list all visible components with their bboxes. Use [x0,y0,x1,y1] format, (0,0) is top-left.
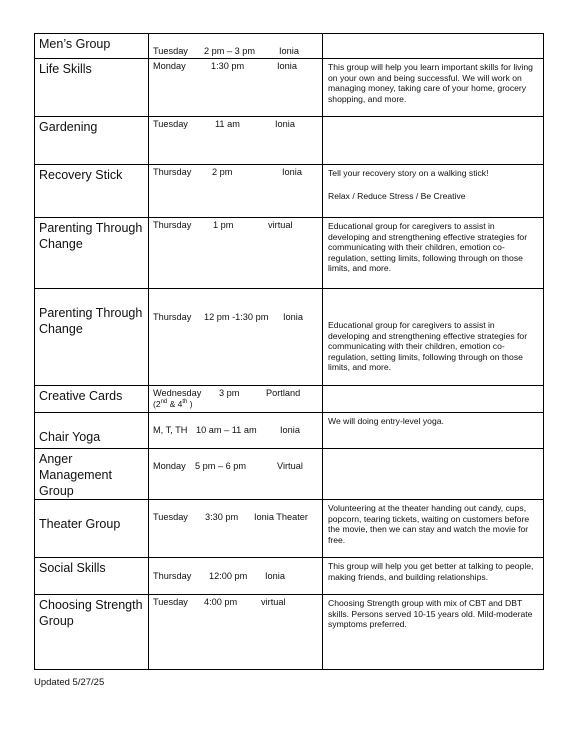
group-description-tagline: Relax / Reduce Stress / Be Creative [328,190,466,201]
group-description: This group will help you learn important skills for living on your own and being successful. We will work on managing money, taking care of your home, grocery shopping, and more. [328,62,533,104]
meeting-time: 5 pm – 6 pm [195,461,247,471]
description-cell [323,289,544,386]
description-cell [323,595,544,670]
updated-date: Updated 5/27/25 [34,677,105,688]
group-name-cell [35,595,149,670]
meeting-location: Ionia [282,167,302,177]
meeting-day: Monday [153,461,186,471]
table-row [35,386,544,413]
schedule-cell [149,500,323,558]
meeting-time: 1:30 pm [211,61,245,71]
meeting-day: Tuesday [153,512,188,522]
table-row [35,117,544,165]
meeting-location: Ionia [277,61,297,71]
table-row [35,449,544,500]
group-name-cell [35,218,149,289]
group-name: Social Skills [39,561,106,575]
group-description: Volunteering at the theater handing out candy, cups, popcorn, tearing tickets, waiting on customers before the movie, then we can stay and watch the movie for free. [328,503,530,545]
group-name-cell [35,558,149,595]
meeting-location: Ionia [280,425,300,435]
meeting-time: 3 pm [219,388,240,398]
group-name: Recovery Stick [39,168,123,182]
meeting-time: 1 pm [213,220,234,230]
group-name: Choosing Strength Group [39,598,143,628]
group-description: We will doing entry-level yoga. [328,416,444,426]
table-row [35,34,544,59]
description-cell [323,558,544,595]
schedule-cell [149,289,323,386]
meeting-time: 2 pm [212,167,233,177]
meeting-time: 3:30 pm [205,512,239,522]
group-name-cell [35,289,149,386]
group-name-cell [35,117,149,165]
meeting-location: Ionia Theater [254,512,308,522]
group-description: Tell your recovery story on a walking stick! [328,168,489,178]
description-cell [323,386,544,413]
meeting-location: virtual [268,220,293,230]
group-name-cell [35,59,149,117]
description-cell [323,500,544,558]
meeting-day: Tuesday [153,119,188,129]
meeting-location: Ionia [265,571,285,581]
meeting-location: Ionia [275,119,295,129]
group-name: Parenting Through Change [39,306,143,336]
description-cell [323,449,544,500]
schedule-cell [149,449,323,500]
meeting-location: virtual [261,597,286,607]
table-row [35,413,544,449]
description-cell [323,59,544,117]
description-cell [323,218,544,289]
meeting-time: 4:00 pm [204,597,238,607]
meeting-location: Ionia [279,46,299,56]
meeting-day: Wednesday [153,388,202,398]
description-cell [323,165,544,218]
meeting-time: 11 am [215,119,240,129]
table-row [35,165,544,218]
schedule-cell [149,413,323,449]
group-name: Creative Cards [39,389,123,403]
meeting-location: Ionia [283,312,303,322]
meeting-time: 2 pm – 3 pm [204,46,256,56]
schedule-cell [149,117,323,165]
meeting-day: Thursday [153,571,192,581]
group-name: Men’s Group [39,37,111,51]
group-name-cell [35,500,149,558]
group-name-cell [35,413,149,449]
group-name: Gardening [39,120,98,134]
meeting-day: Tuesday [153,597,188,607]
meeting-time: 12:00 pm [209,571,248,581]
table-row [35,558,544,595]
meeting-day: M, T, TH [153,425,188,435]
schedule-cell [149,386,323,413]
group-description: This group will help you get better at talking to people, making friends, and building relationships. [328,561,534,582]
table-row [35,59,544,117]
group-schedule-table [34,33,544,670]
group-name: Anger Management Group [39,452,112,498]
group-name-cell [35,449,149,500]
schedule-cell [149,34,323,59]
meeting-day: Thursday [153,220,192,230]
meeting-location: Portland [266,388,301,398]
group-name-cell [35,386,149,413]
schedule-cell [149,165,323,218]
description-cell [323,413,544,449]
meeting-day: Thursday [153,167,192,177]
group-description: Educational group for caregivers to assist in developing and strengthening effective strategies for communicating with their children, emotion co-regulation, setting limits, following through on those limits, and more. [328,221,528,274]
group-name: Life Skills [39,62,92,76]
group-name-cell [35,165,149,218]
meeting-time: 12 pm -1:30 pm [204,312,269,322]
schedule-cell [149,595,323,670]
group-description: Choosing Strength group with mix of CBT and DBT skills. Persons served 10-15 years old. Mild-moderate symptoms preferred. [328,598,533,630]
schedule-cell [149,558,323,595]
description-cell [323,34,544,59]
table-row [35,218,544,289]
table-row [35,500,544,558]
meeting-day: Tuesday [153,46,188,56]
meeting-time: 10 am – 11 am [196,425,257,435]
group-description: Educational group for caregivers to assist in developing and strengthening effective strategies for communicating with their children, emotion co-regulation, setting limits, following through on those limits, and more. [328,320,528,373]
schedule-cell [149,59,323,117]
meeting-location: Virtual [277,461,303,471]
group-name: Chair Yoga [39,430,101,444]
table-row [35,289,544,386]
meeting-day: Monday [153,61,186,71]
group-name-cell [35,34,149,59]
table-row [35,595,544,670]
meeting-day: Thursday [153,312,192,322]
schedule-cell [149,218,323,289]
meeting-weeks-note: (2nd & 4th ) [153,399,193,409]
group-name: Theater Group [39,517,121,531]
description-cell [323,117,544,165]
group-name: Parenting Through Change [39,221,143,251]
